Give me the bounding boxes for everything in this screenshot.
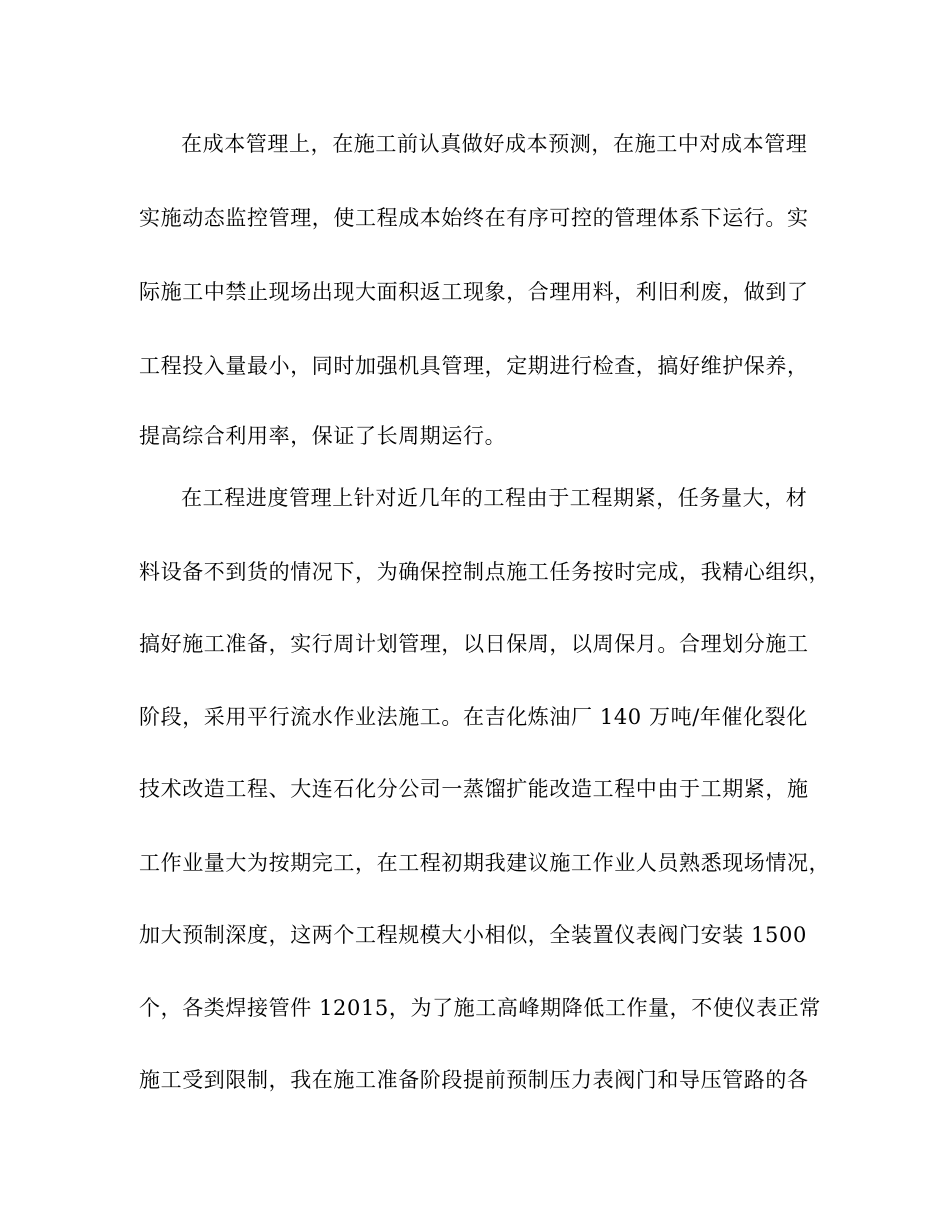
paragraph-2-line-5: 技术改造工程、大连石化分公司一蒸馏扩能改造工程中由于工期紧，施 <box>139 777 809 801</box>
paragraph-2-line-8: 个，各类焊接管件 12015，为了施工高峰期降低工作量，不使仪表正常 <box>139 996 821 1020</box>
paragraph-2-line-3: 搞好施工准备，实行周计划管理，以日保周，以周保月。合理划分施工 <box>139 632 809 656</box>
paragraph-1-line-4: 工程投入量最小，同时加强机具管理，定期进行检查，搞好维护保养， <box>139 354 809 378</box>
paragraph-2-line-7: 加大预制深度，这两个工程规模大小相似，全装置仪表阀门安装 1500 <box>139 923 807 947</box>
paragraph-1-line-5: 提高综合利用率，保证了长周期运行。 <box>139 424 507 448</box>
paragraph-1-line-3: 际施工中禁止现场出现大面积返工现象，合理用料，利旧利废，做到了 <box>139 280 809 304</box>
paragraph-1-line-1: 在成本管理上，在施工前认真做好成本预测，在施工中对成本管理 <box>181 132 808 156</box>
paragraph-2-line-4: 阶段，采用平行流水作业法施工。在吉化炼油厂 140 万吨/年催化裂化 <box>139 705 808 729</box>
paragraph-2-line-2: 料设备不到货的情况下，为确保控制点施工任务按时完成，我精心组织， <box>139 560 831 584</box>
paragraph-2-line-6: 工作业量大为按期完工，在工程初期我建议施工作业人员熟悉现场情况， <box>139 851 831 875</box>
paragraph-1-line-2: 实施动态监控管理，使工程成本始终在有序可控的管理体系下运行。实 <box>139 206 809 230</box>
paragraph-2-line-9: 施工受到限制，我在施工准备阶段提前预制压力表阀门和导压管路的各 <box>139 1068 809 1092</box>
paragraph-2-line-1: 在工程进度管理上针对近几年的工程由于工程期紧，任务量大，材 <box>181 486 808 510</box>
